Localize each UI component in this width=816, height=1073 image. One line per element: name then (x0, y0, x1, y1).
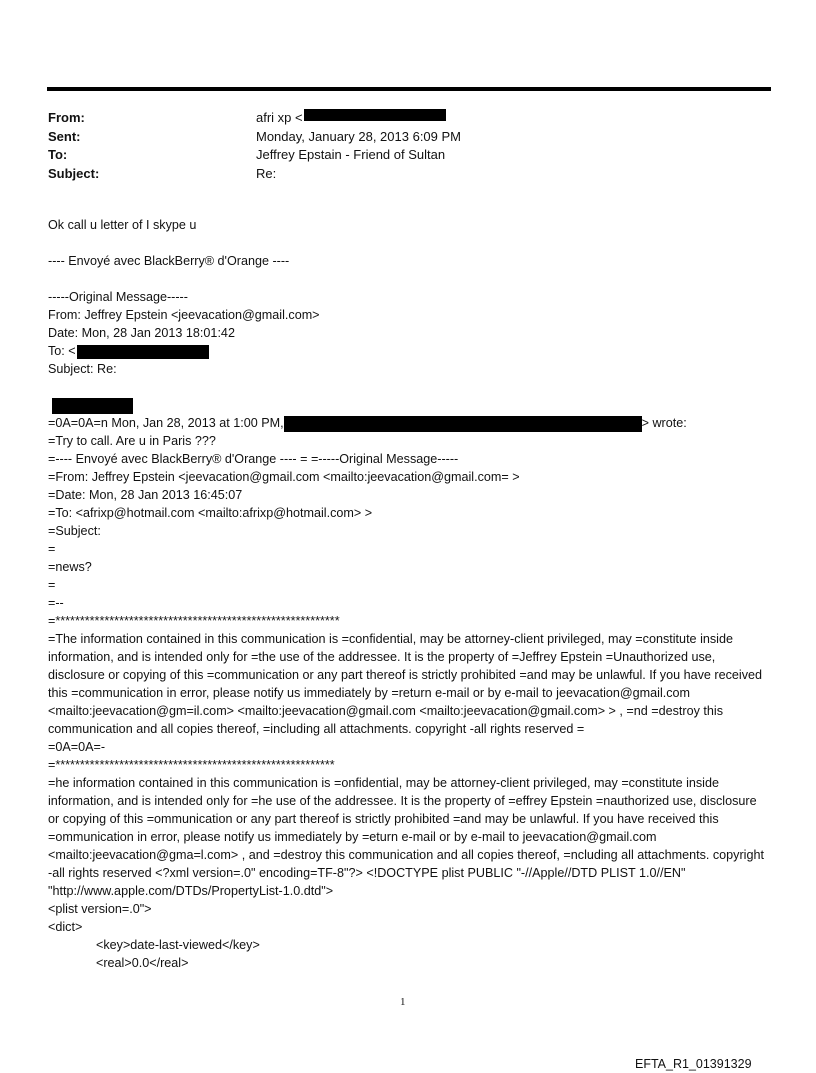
subject-row (48, 165, 461, 184)
body-line: Subject: Re: (48, 362, 117, 376)
body-line: =Try to call. Are u in Paris ??? (48, 434, 216, 448)
wrote-date: =0A=0A=n Mon, Jan 28, 2013 at 1:00 PM, (48, 416, 284, 430)
body-line: =---- Envoyé avec BlackBerry® d'Orange ---- = =-----Original Message----- (48, 452, 459, 466)
email-header (48, 109, 461, 183)
redaction-block (52, 398, 133, 414)
redacted-line (48, 396, 768, 414)
body-line: <key>date-last-viewed</key> (96, 938, 260, 952)
to-row (48, 146, 461, 165)
page-number: 1 (400, 996, 406, 1008)
to-line (48, 342, 768, 360)
header-rule (47, 87, 771, 91)
to-value: Jeffrey Epstain - Friend of Sultan (256, 147, 446, 162)
body-line: <plist version=.0"> (48, 902, 152, 916)
subject-value: Re: (256, 165, 277, 181)
redaction-block (284, 416, 642, 432)
body-line: Ok call u letter of I skype u (48, 218, 197, 232)
separator-line: =********************************************************* (48, 758, 335, 772)
wrote-suffix: > wrote: (641, 416, 687, 430)
disclaimer-paragraph: =The information contained in this communication is =confidential, may be attorney-client privileged, may =constitute inside information, and is intended only for =the use of the addressee. It is the property of =Jeffrey Epstein =Unauthorized use, disclosure or copying of this =communication or any part thereof is strictly prohibited =and may be unlawful. If you have received this =communication in error, please notify us immediately by =return e-mail or by e-mail to jeevacation@gmail.com <mailto:jeevacation@gm=il.com> <mailto:jeevacation@gmail.com <mailto:jeevacation@gmail.com> > , =nd =destroy this communication and all copies thereof, =including all attachments. copyright -all rights reserved = (48, 632, 763, 736)
body-line: =0A=0A=- (48, 740, 106, 754)
redaction-block (77, 345, 209, 359)
body-line: ---- Envoyé avec BlackBerry® d'Orange ---- (48, 254, 290, 268)
body-line: = (48, 578, 56, 592)
document-id: EFTA_R1_01391329 (635, 1057, 752, 1071)
redaction-block (304, 109, 446, 121)
from-value: afri xp < (256, 110, 303, 125)
body-line: From: Jeffrey Epstein <jeevacation@gmail.com> (48, 308, 320, 322)
to-text: To: < (48, 344, 76, 358)
to-label: To: (48, 147, 68, 162)
disclaimer-paragraph: =he information contained in this communication is =onfidential, may be attorney-client privileged, may =constitute inside information, and is intended only for =he use of the addressee. It is the property of =effrey Epstein =nauthorized use, disclosure or copying of this =ommunication or any part thereof is strictly prohibited =and may be unlawful. If you have received this =ommunication in error, please notify us immediately by =eturn e-mail or by e-mail to jeevacation@gmail.com <mailto:jeevacation@gma=l.com> , and =destroy this communication and all copies thereof, =ncluding all attachments. copyright -all rights reserved <?xml version=.0" encoding=TF-8"?> <!DOCTYPE plist PUBLIC "-//Apple//DTD PLIST 1.0//EN" "http://www.apple.com/DTDs/PropertyList-1.0.dtd"> (48, 776, 764, 898)
body-line: =Subject: (48, 524, 101, 538)
subject-label: Subject: (48, 165, 100, 181)
sent-label: Sent: (48, 128, 81, 144)
email-body (48, 216, 768, 972)
from-label: From: (48, 110, 85, 125)
body-line: =Date: Mon, 28 Jan 2013 16:45:07 (48, 488, 243, 502)
sent-value: Monday, January 28, 2013 6:09 PM (256, 128, 461, 144)
wrote-line (48, 414, 768, 432)
body-line: =From: Jeffrey Epstein <jeevacation@gmail.com <mailto:jeevacation@gmail.com= > (48, 470, 520, 484)
body-line: Date: Mon, 28 Jan 2013 18:01:42 (48, 326, 235, 340)
separator-line: =********************************************************** (48, 614, 340, 628)
body-line: <real>0.0</real> (96, 956, 189, 970)
from-row (48, 109, 461, 128)
body-line: <dict> (48, 920, 83, 934)
body-line: -----Original Message----- (48, 290, 188, 304)
body-line: =news? (48, 560, 92, 574)
body-line: =To: <afrixp@hotmail.com <mailto:afrixp@hotmail.com> > (48, 506, 373, 520)
sent-row (48, 128, 461, 147)
body-line: =-- (48, 596, 64, 610)
body-line: = (48, 542, 56, 556)
